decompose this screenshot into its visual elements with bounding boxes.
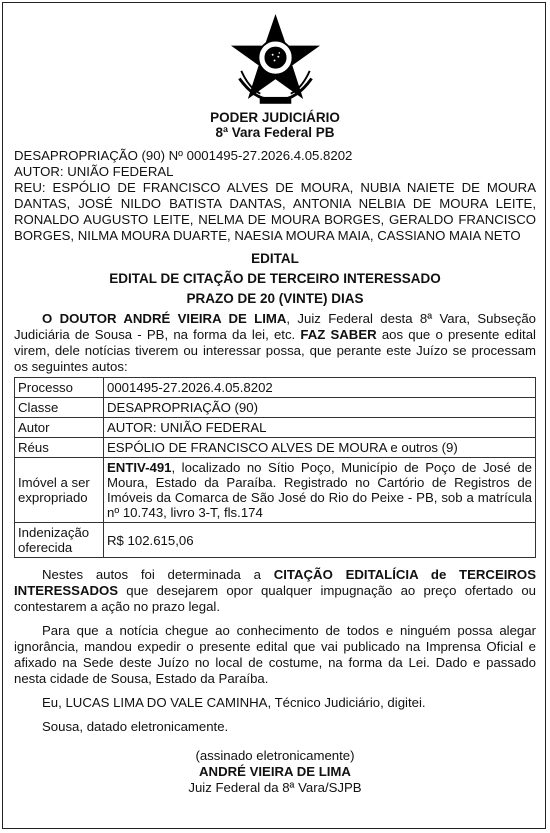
- p1-text-c: que desejarem opor qualquer impugnação ao preço ofertado ou contestarem a ação no prazo legal.: [14, 583, 536, 614]
- faz-saber: FAZ SABER: [300, 327, 377, 342]
- case-author: AUTOR: UNIÃO FEDERAL: [14, 164, 174, 179]
- edital-document: [14, 12, 536, 796]
- table-row: [15, 523, 536, 558]
- table-row: [15, 378, 536, 398]
- case-table: [14, 377, 536, 558]
- org-title: PODER JUDICIÁRIO: [210, 110, 340, 125]
- signature-role: Juiz Federal da 8ª Vara/SJPB: [188, 780, 362, 795]
- judge-name: O DOUTOR ANDRÉ VIEIRA DE LIMA: [42, 311, 287, 326]
- row-value: AUTOR: UNIÃO FEDERAL: [104, 418, 536, 438]
- case-defendants: REU: ESPÓLIO DE FRANCISCO ALVES DE MOURA, NUBIA NAIETE DE MOURA DANTAS, JOSÉ NILDO BATISTA DANTAS, ANTONIA NELBIA DE MOURA LEITE, RONALDO AUGUSTO LEITE, NELMA DE MOURA BORGES, GERALDO FRANCISCO BORGES, NILMA MOURA DUARTE, NAESIA MOURA MAIA, CASSIANO MAIA NETO: [14, 180, 536, 243]
- edital-title: EDITAL: [251, 251, 299, 266]
- deadline-title: PRAZO DE 20 (VINTE) DIAS: [186, 291, 364, 306]
- property-description: , localizado no Sítio Poço, Município de Poço de José de Moura, Estado da Paraíba. Registrado no Cartório de Registros de Imóveis da Comarca de São José do Rio do Peixe - PB, sob a matrícula nº 10.743, livro 3-T, fls.174: [107, 460, 532, 520]
- p1-text-a: Nestes autos foi determinada a: [42, 567, 274, 582]
- row-value: ESPÓLIO DE FRANCISCO ALVES DE MOURA e outros (9): [104, 438, 536, 458]
- row-value: DESAPROPRIAÇÃO (90): [104, 398, 536, 418]
- row-label: Indenização oferecida: [15, 523, 104, 558]
- typist-paragraph: Eu, LUCAS LIMA DO VALE CAMINHA, Técnico Judiciário, digitei.: [42, 695, 426, 710]
- case-number: DESAPROPRIAÇÃO (90) Nº 0001495-27.2026.4.05.8202: [14, 148, 353, 163]
- row-label: Autor: [15, 418, 104, 438]
- row-value: R$ 102.615,06: [104, 523, 536, 558]
- table-row: [15, 458, 536, 523]
- row-label: Imóvel a ser expropriado: [15, 458, 104, 523]
- intro-text-2: aos que o presente edital virem, dele notícias tiverem ou interessar possa, que perante este Juízo se processam os seguintes autos:: [14, 327, 536, 374]
- table-row: [15, 398, 536, 418]
- row-label: Processo: [15, 378, 104, 398]
- property-code: ENTIV-491: [107, 460, 172, 475]
- row-label: Classe: [15, 398, 104, 418]
- intro-paragraph: [14, 311, 536, 375]
- p1-bold: CITAÇÃO EDITALÍCIA de TERCEIROS INTERESSADOS: [14, 567, 536, 598]
- row-label: Réus: [15, 438, 104, 458]
- table-row: [15, 418, 536, 438]
- edital-subtitle: EDITAL DE CITAÇÃO DE TERCEIRO INTERESSADO: [109, 271, 441, 286]
- publication-paragraph: Para que a notícia chegue ao conhecimento de todos e ninguém possa alegar ignorância, mandou expedir o presente edital que vai publicado na Imprensa Oficial e afixado na Sede deste Juízo no local de costume, na forma da Lei. Dado e passado nesta cidade de Sousa, Estado da Paraíba.: [14, 623, 536, 686]
- citation-paragraph: [14, 567, 536, 615]
- row-value: 0001495-27.2026.4.05.8202: [104, 378, 536, 398]
- row-value: [104, 458, 536, 523]
- intro-text-1: , Juiz Federal desta 8ª Vara, Subseção Judiciária de Sousa - PB, na forma da lei, etc.: [14, 311, 537, 342]
- signature-note: (assinado eletronicamente): [195, 748, 355, 763]
- court-title: 8ª Vara Federal PB: [215, 125, 335, 140]
- coat-of-arms-icon: [228, 12, 323, 107]
- date-paragraph: Sousa, datado eletronicamente.: [42, 719, 229, 734]
- table-row: [15, 438, 536, 458]
- signature-name: ANDRÉ VIEIRA DE LIMA: [199, 764, 351, 779]
